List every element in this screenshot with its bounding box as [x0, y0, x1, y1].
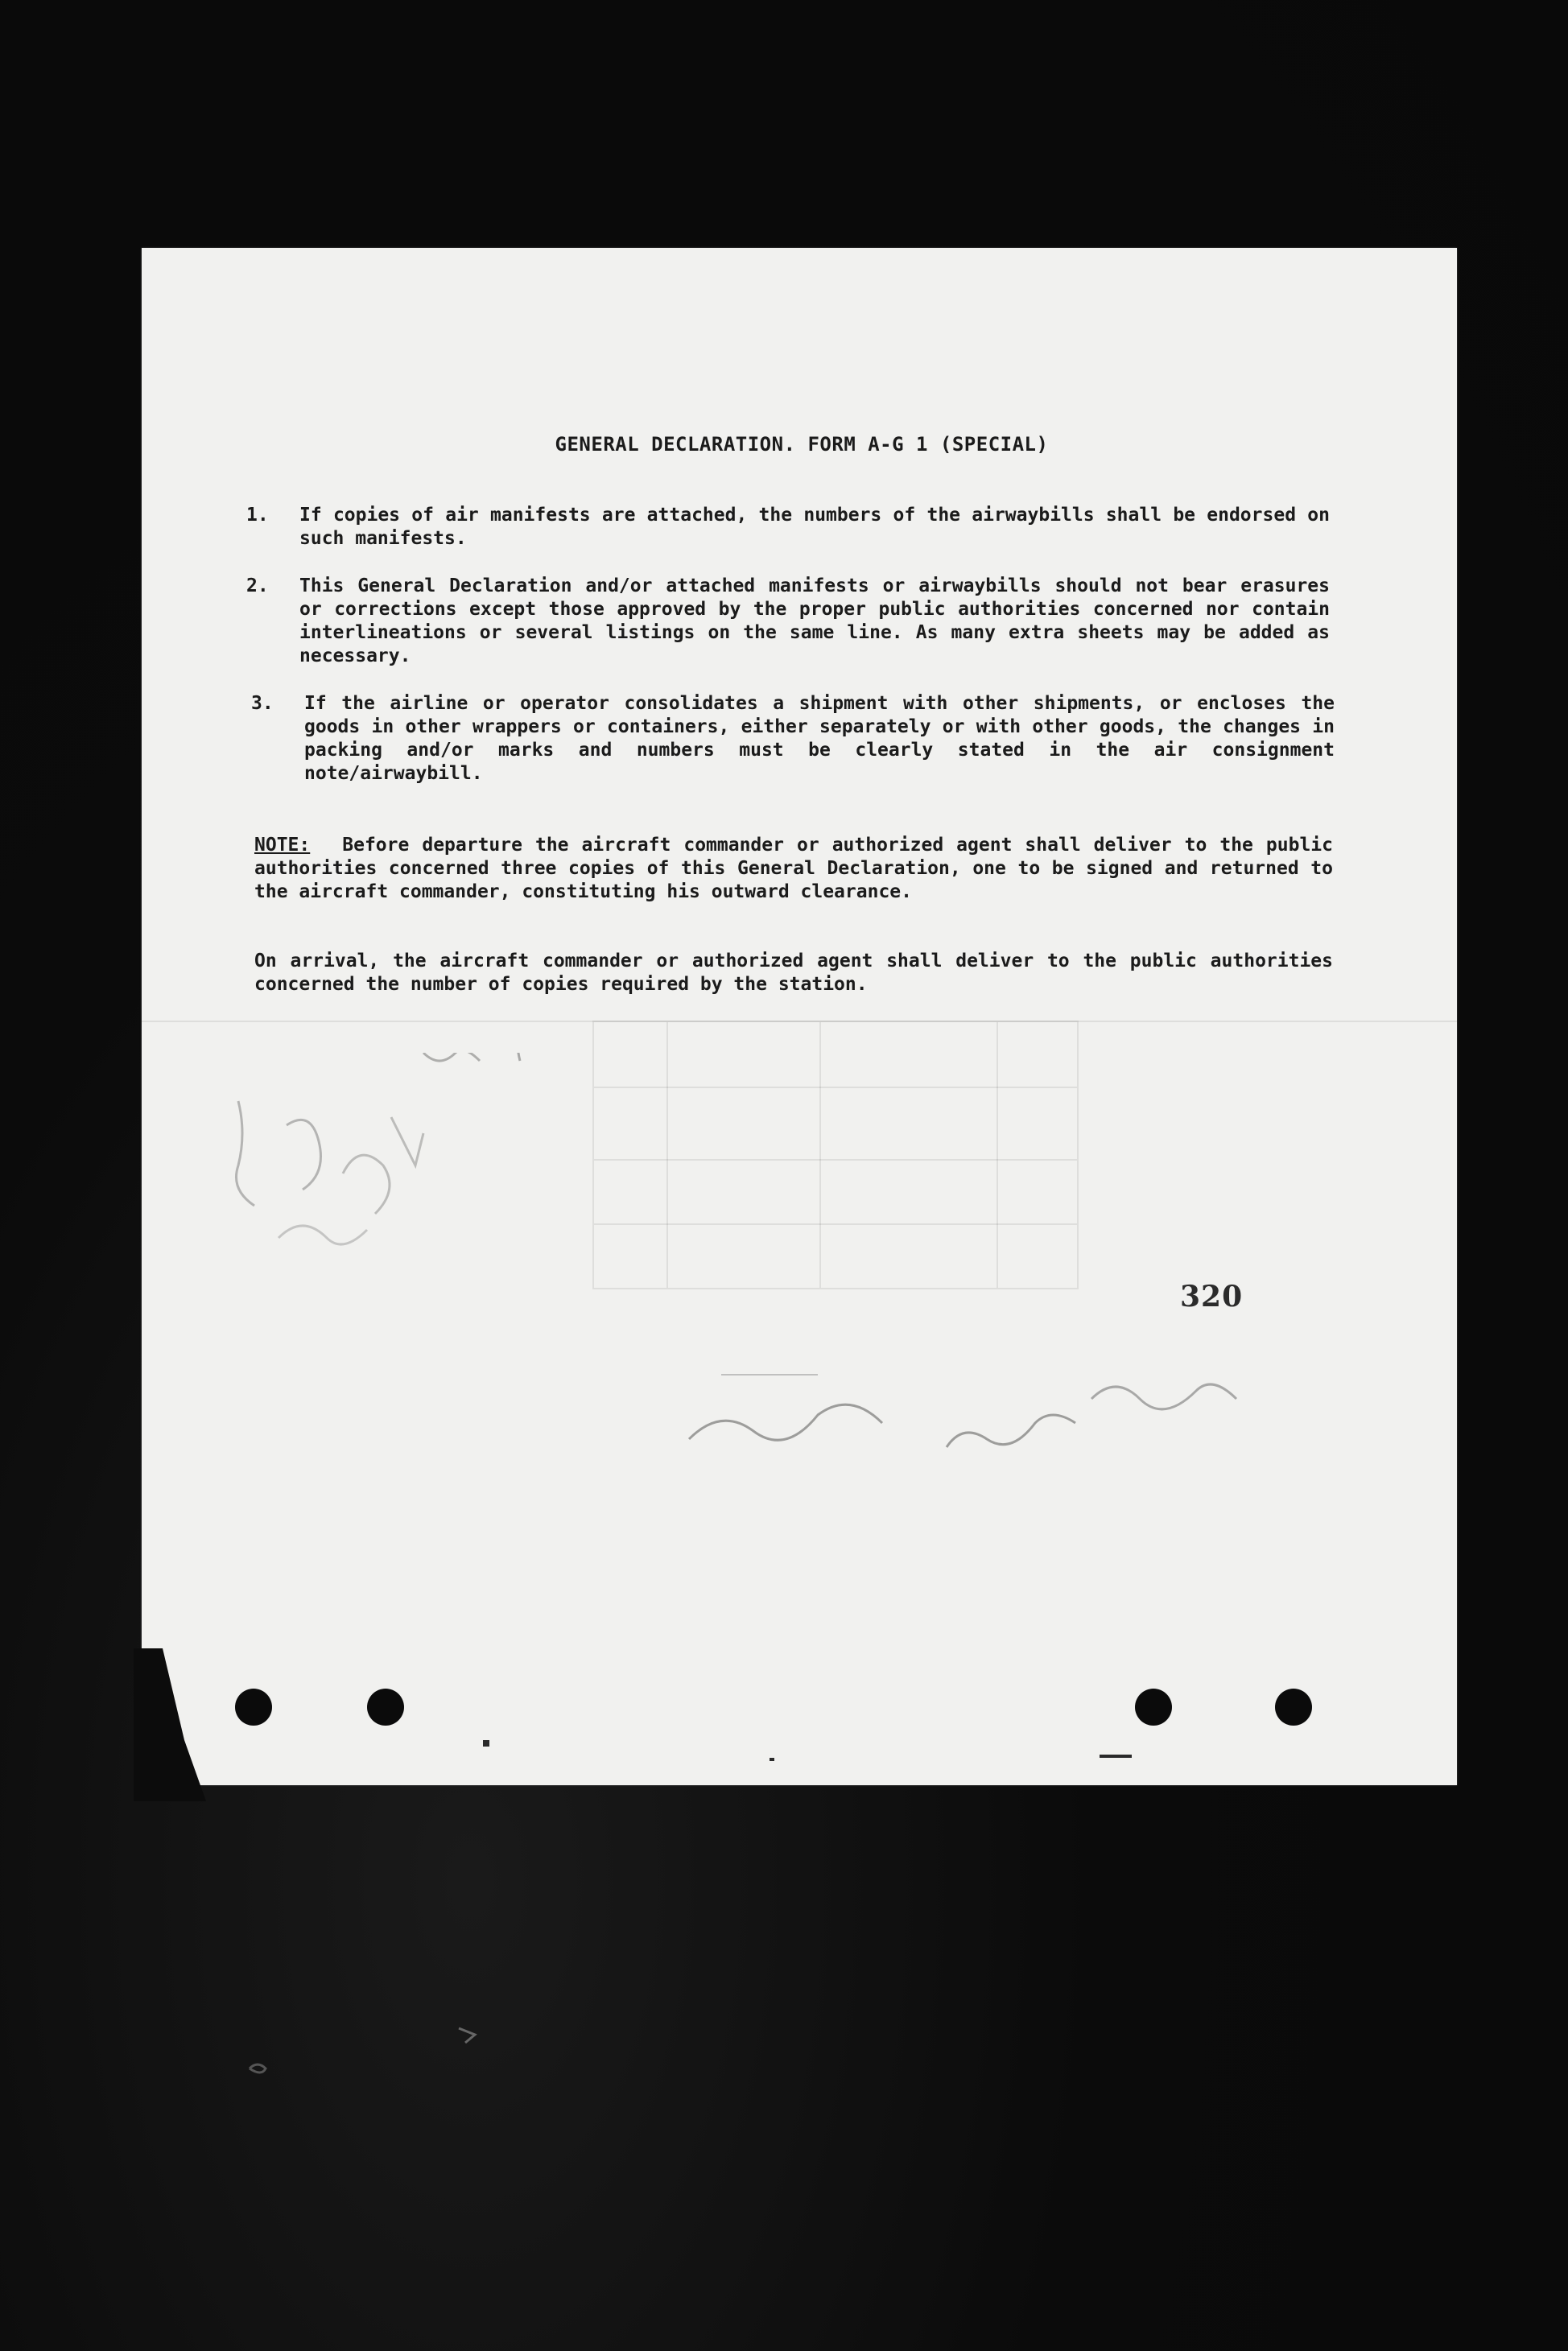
note-text: Before departure the aircraft commander or authorized agent shall deliver to the public authorities concerned three copies of this General Declaration, one to be signed and returned to the aircraft commander, constituting his outward clearance.: [254, 835, 1333, 902]
item-number: 3.: [251, 693, 274, 714]
note-label: NOTE:: [254, 835, 311, 856]
document-page: [142, 248, 1457, 1785]
item-number: 1.: [246, 505, 269, 526]
stamp-number: 320: [1180, 1280, 1244, 1314]
ink-speck: [770, 1758, 774, 1761]
note-paragraph: [254, 834, 1333, 904]
punch-hole: [235, 1689, 272, 1726]
punch-hole: [367, 1689, 404, 1726]
arrival-paragraph: On arrival, the aircraft commander or authorized agent shall deliver to the public authorities concerned the number of copies required by the station.: [254, 951, 1333, 995]
item-text: If copies of air manifests are attached, the numbers of the airwaybills shall be endorsed on such manifests.: [299, 505, 1330, 549]
bleed-through-table: [592, 1021, 1079, 1289]
ink-speck: [1100, 1755, 1132, 1758]
film-artifacts: [241, 2012, 499, 2093]
form-title: GENERAL DECLARATION. FORM A-G 1 (SPECIAL): [555, 433, 1049, 456]
item-text: If the airline or operator consolidates a shipment with other shipments, or encloses the goods in other wrappers or containers, either separately or with other goods, the changes in packing and/or marks and numbers must be clearly stated in the air consignment note/airwaybill.: [304, 693, 1335, 784]
torn-corner: [134, 1648, 206, 1801]
punch-hole: [1135, 1689, 1172, 1726]
item-text: This General Declaration and/or attached manifests or airwaybills should not bear erasures or corrections except those approved by the proper public authorities concerned nor contain interlineations or several listings on the same line. As many extra sheets may be added as necessary.: [299, 575, 1330, 666]
ink-speck: [483, 1740, 489, 1747]
item-number: 2.: [246, 575, 269, 596]
reverse-handwriting: [657, 1351, 1269, 1479]
handwriting-marks: [182, 1053, 665, 1310]
punch-hole: [1275, 1689, 1312, 1726]
